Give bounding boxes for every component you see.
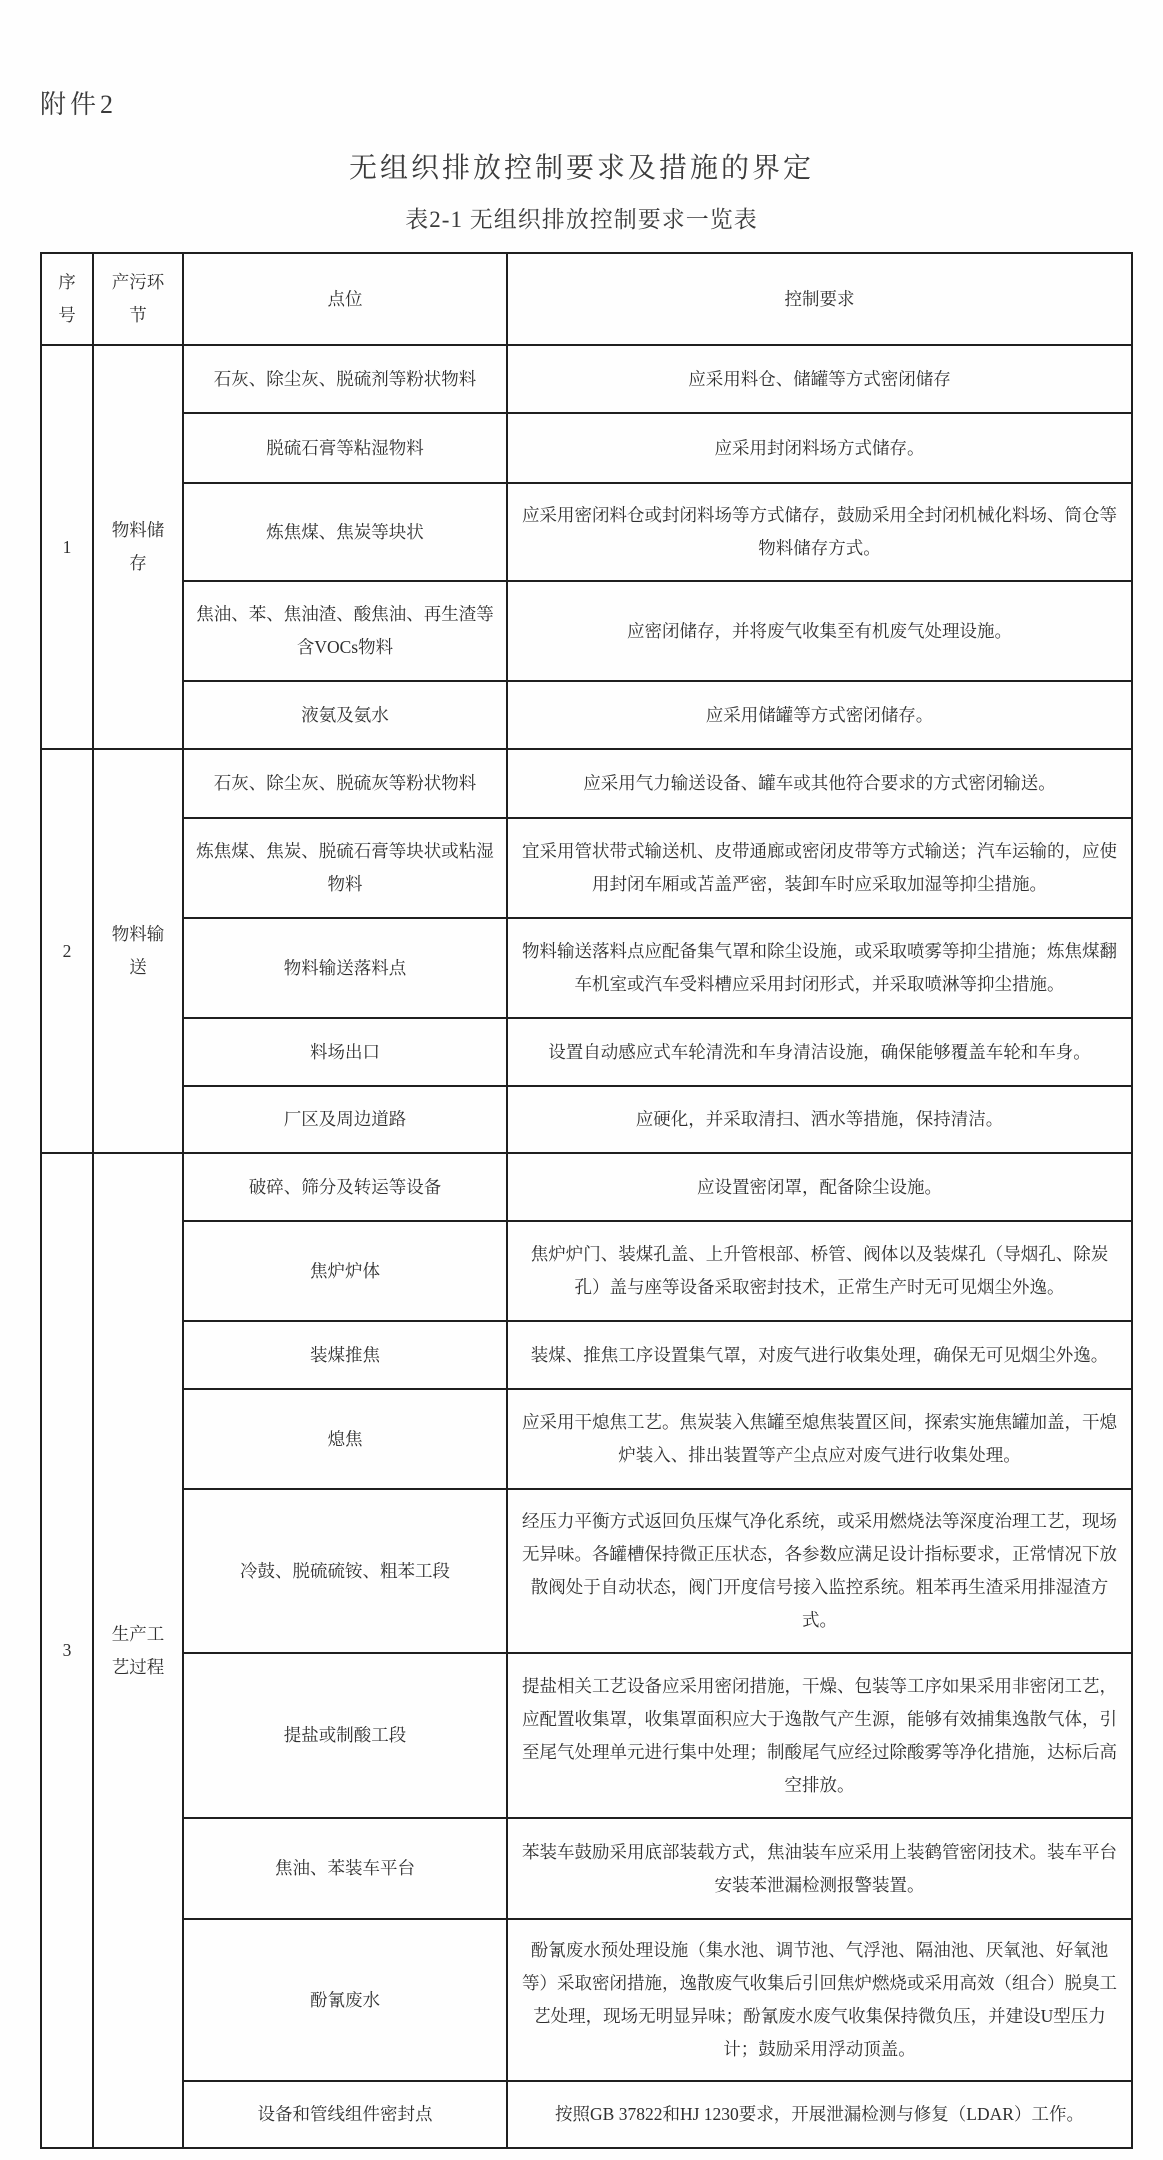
requirement-cell: 应硬化，并采取清扫、洒水等措施，保持清洁。 [507,1086,1132,1153]
table-row [41,2081,1132,2148]
requirement-cell: 提盐相关工艺设备应采用密闭措施，干燥、包装等工序如果采用非密闭工艺，应配置收集罩，收集罩面积应大于逸散气产生源，能够有效捕集逸散气体，引至尾气处理单元进行集中处理；制酸尾气应经过除酸雾等净化措施，达标后高空排放。 [507,1653,1132,1818]
col-header-seq: 序号 [41,253,93,345]
point-cell: 熄焦 [183,1389,507,1489]
attachment-label: 附件2 [40,90,118,119]
requirement-cell: 应采用储罐等方式密闭储存。 [507,681,1132,749]
point-cell: 炼焦煤、焦炭、脱硫石膏等块状或粘湿物料 [183,818,507,918]
point-cell: 厂区及周边道路 [183,1086,507,1153]
stage-cell: 生产工艺过程 [93,1153,183,2148]
point-cell: 酚氰废水 [183,1919,507,2081]
table-row [41,345,1132,413]
seq-cell: 3 [41,1153,93,2148]
point-cell: 物料输送落料点 [183,918,507,1018]
seq-cell: 2 [41,749,93,1153]
requirement-cell: 按照GB 37822和HJ 1230要求，开展泄漏检测与修复（LDAR）工作。 [507,2081,1132,2148]
requirement-cell: 苯装车鼓励采用底部装载方式，焦油装车应采用上装鹤管密闭技术。装车平台安装苯泄漏检测报警装置。 [507,1818,1132,1919]
table-row [41,483,1132,581]
table-row [41,581,1132,681]
requirement-cell: 设置自动感应式车轮清洗和车身清洁设施，确保能够覆盖车轮和车身。 [507,1018,1132,1086]
table-row [41,1919,1132,2081]
requirement-cell: 应采用气力输送设备、罐车或其他符合要求的方式密闭输送。 [507,749,1132,818]
point-cell: 石灰、除尘灰、脱硫灰等粉状物料 [183,749,507,818]
point-cell: 装煤推焦 [183,1321,507,1389]
table-row [41,1086,1132,1153]
requirement-cell: 宜采用管状带式输送机、皮带通廊或密闭皮带等方式输送；汽车运输的，应使用封闭车厢或苫盖严密，装卸车时应采取加湿等抑尘措施。 [507,818,1132,918]
col-header-point: 点位 [183,253,507,345]
requirement-cell: 焦炉炉门、装煤孔盖、上升管根部、桥管、阀体以及装煤孔（导烟孔、除炭孔）盖与座等设备采取密封技术，正常生产时无可见烟尘外逸。 [507,1221,1132,1321]
requirement-cell: 物料输送落料点应配备集气罩和除尘设施，或采取喷雾等抑尘措施；炼焦煤翻车机室或汽车受料槽应采用封闭形式，并采取喷淋等抑尘措施。 [507,918,1132,1018]
point-cell: 破碎、筛分及转运等设备 [183,1153,507,1221]
table-row [41,1321,1132,1389]
col-header-stage: 产污环节 [93,253,183,345]
table-caption: 表2-1 无组织排放控制要求一览表 [405,207,758,232]
table-header-row [41,253,1132,345]
table-row [41,918,1132,1018]
requirement-cell: 应采用干熄焦工艺。焦炭装入焦罐至熄焦装置区间，探索实施焦罐加盖，干熄炉装入、排出装置等产尘点应对废气进行收集处理。 [507,1389,1132,1489]
point-cell: 液氨及氨水 [183,681,507,749]
table-row [41,1653,1132,1818]
table-row [41,681,1132,749]
point-cell: 焦炉炉体 [183,1221,507,1321]
table-row [41,1221,1132,1321]
table-row [41,1818,1132,1919]
table-row [41,1389,1132,1489]
point-cell: 焦油、苯装车平台 [183,1818,507,1919]
requirement-cell: 应采用密闭料仓或封闭料场等方式储存，鼓励采用全封闭机械化料场、筒仓等物料储存方式。 [507,483,1132,581]
table-row [41,413,1132,483]
requirement-cell: 应设置密闭罩，配备除尘设施。 [507,1153,1132,1221]
requirement-cell: 应采用封闭料场方式储存。 [507,413,1132,483]
stage-cell: 物料输送 [93,749,183,1153]
requirement-cell: 应采用料仓、储罐等方式密闭储存 [507,345,1132,413]
point-cell: 焦油、苯、焦油渣、酸焦油、再生渣等含VOCs物料 [183,581,507,681]
point-cell: 设备和管线组件密封点 [183,2081,507,2148]
table-row [41,818,1132,918]
col-header-requirement: 控制要求 [507,253,1132,345]
requirement-cell: 经压力平衡方式返回负压煤气净化系统，或采用燃烧法等深度治理工艺，现场无异味。各罐槽保持微正压状态，各参数应满足设计指标要求，正常情况下放散阀处于自动状态，阀门开度信号接入监控系统。粗苯再生渣采用排湿渣方式。 [507,1489,1132,1653]
table-row [41,749,1132,818]
stage-cell: 物料储存 [93,345,183,749]
requirement-cell: 装煤、推焦工序设置集气罩，对废气进行收集处理，确保无可见烟尘外逸。 [507,1321,1132,1389]
table-row [41,1153,1132,1221]
seq-cell: 1 [41,345,93,749]
point-cell: 炼焦煤、焦炭等块状 [183,483,507,581]
point-cell: 冷鼓、脱硫硫铵、粗苯工段 [183,1489,507,1653]
table-row [41,1489,1132,1653]
table-row [41,1018,1132,1086]
point-cell: 石灰、除尘灰、脱硫剂等粉状物料 [183,345,507,413]
document-title: 无组织排放控制要求及措施的界定 [348,153,814,184]
point-cell: 料场出口 [183,1018,507,1086]
requirement-cell: 酚氰废水预处理设施（集水池、调节池、气浮池、隔油池、厌氧池、好氧池等）采取密闭措施，逸散废气收集后引回焦炉燃烧或采用高效（组合）脱臭工艺处理，现场无明显异味；酚氰废水废气收集保持微负压，并建设U型压力计；鼓励采用浮动顶盖。 [507,1919,1132,2081]
point-cell: 脱硫石膏等粘湿物料 [183,413,507,483]
point-cell: 提盐或制酸工段 [183,1653,507,1818]
requirement-cell: 应密闭储存，并将废气收集至有机废气处理设施。 [507,581,1132,681]
emission-control-requirements-table [40,252,1133,2149]
